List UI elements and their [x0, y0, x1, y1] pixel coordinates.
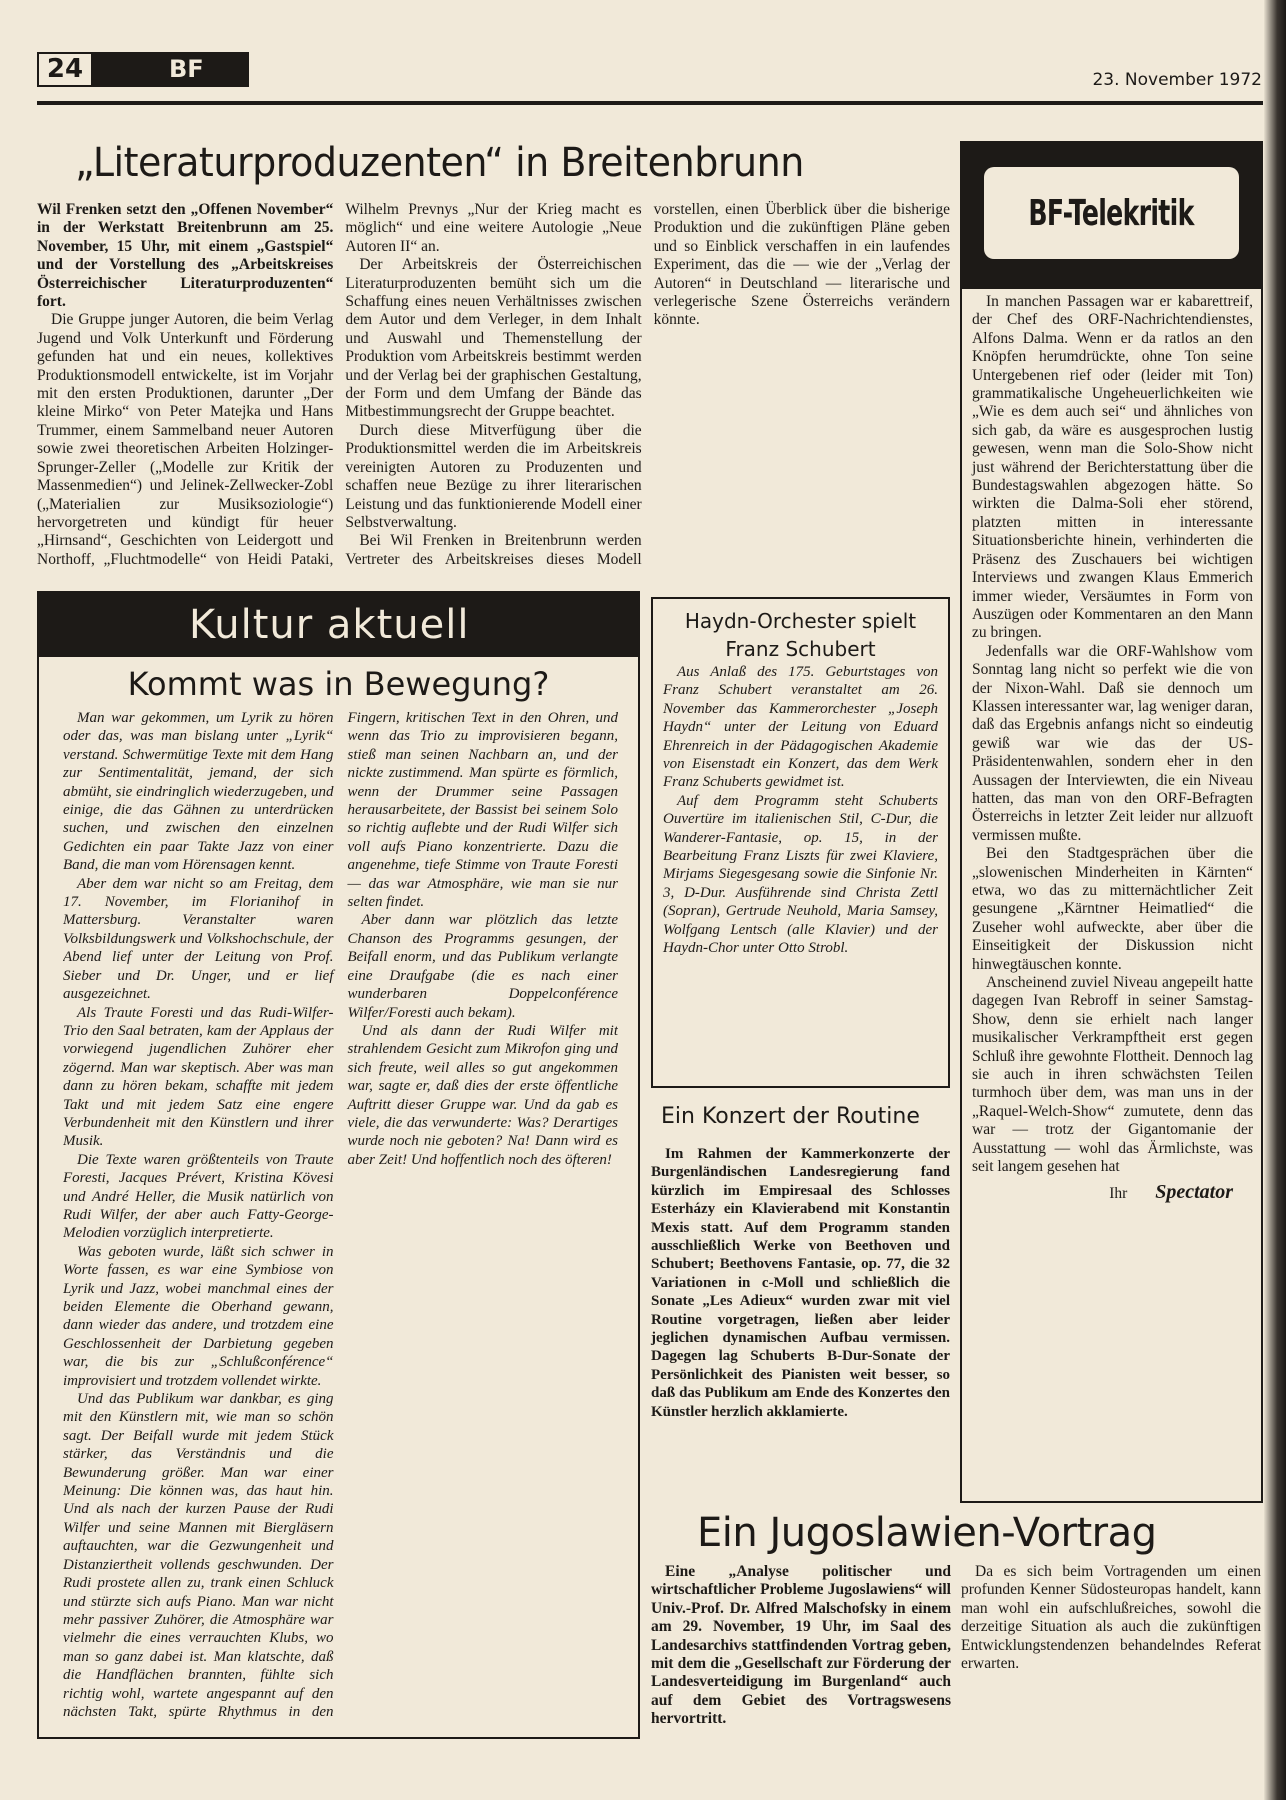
- paragraph: In manchen Passagen war er kabarettreif, der Chef des ORF-Nachrichtendienstes, Alfons Dalma. Wenn er da ratlos an den Knöpfen herumdrückte, ohne Ton seine Untergebenen rief oder (leider mit Ton) grammatikalische Ungeheuerlichkeiten wie „Wie es dem auch sei“ und ähnliches von sich gab, da wäre es ausgesprochen lustig gewesen, wenn man die Solo-Show nicht just während der Berichterstattung über die Bundestagswahlen abgezogen hätte. So wirkten die Dalma-Soli eher störend, platzten mitten in interessante Situationsberichte hinein, verhinderten die Präsenz des Zuschauers bei wichtigen Interviews und zwangen Klaus Emmerich immer wieder, Versäumtes in Form von Auszügen oder Kommentaren an den Mann zu bringen.: [972, 293, 1253, 642]
- page-number: 24: [39, 54, 91, 85]
- haydn-body: [663, 663, 938, 958]
- article-lead: Wil Frenken setzt den „Offenen November“ in der Werkstatt Breitenbrunn am 25. November, 15 Uhr, mit einem „Gastspiel“ und der Vorstellung des „Arbeitskreises Österreichischer Literaturproduzenten“ fort.: [37, 201, 334, 311]
- kultur-aktuell-box: [37, 591, 640, 1739]
- signature: [972, 1180, 1253, 1203]
- paragraph: Auf dem Programm steht Schuberts Ouvertüre im italienischen Stil, C-Dur, die Wanderer-Fantasie, op. 15, in der Bearbeitung Franz Liszts für zwei Klaviere, Mirjams Siegesgesang sowie die Sinfonie Nr. 3, D-Dur. Ausführende sind Christa Zettl (Sopran), Gertrude Neuhold, Maria Samsey, Wolfgang Lentsch (alle Klavier) und der Haydn-Chor unter Otto Strobl.: [663, 792, 938, 957]
- paragraph: Der Arbeitskreis der Österreichischen Literaturproduzenten bemüht sich um die Schaffung eines neuen Verhältnisses zwischen dem Autor und dem Verleger, in dem Inhalt und Auswahl und Themenstellung der Produktion vom Arbeitskreis bestimmt werden und der Verlag bei der graphischen Gestaltung, der Form und dem Umfang der Bände das Mitbestimmungsrecht der Gruppe beachtet.: [345, 256, 642, 421]
- kultur-headline: Kommt was in Bewegung?: [127, 665, 550, 703]
- haydn-box: [651, 597, 950, 1088]
- paragraph: Aus Anlaß des 175. Geburtstages von Franz Schubert veranstaltet am 26. November das Kammerorchester „Joseph Haydn“ unter der Leitung von Eduard Ehrenreich in der Pädagogischen Akademie von Eisenstadt ein Konzert, das dem Werk Franz Schuberts gewidmet ist.: [663, 664, 938, 791]
- paragraph: Was geboten wurde, läßt sich schwer in Worte fassen, es war eine Symbiose von Lyrik und Jazz, wobei manchmal eines der beiden Elemente die Oberhand gewann, dann wieder das andere, und trotzdem eine Geschlossenheit der Darbietung gegeben war, die bis zur „Schlußconférence“ improvisiert und trotzdem vollendet wirkte.: [63, 1243, 334, 1389]
- kultur-banner-title: Kultur aktuell: [189, 602, 470, 648]
- paragraph: Da es sich beim Vortragenden um einen profunden Kenner Südosteuropas handelt, kann man wohl ein aufschlußreiches, sowohl die derzeitige Situation als auch die zukünftigen Entwicklungstendenzen behandelndes Referat erwarten.: [961, 1563, 1261, 1673]
- kultur-banner: [39, 593, 638, 657]
- paragraph: Bei Wil Frenken in Breitenbrunn werden Vertreter des Arbeitskreises dieses Modell vorstellen, einen Überblick über die bisherige Produktion und die zukünftigen Pläne geben und so Einblick verschaffen in ein laufendes Experiment, das die — wie der „Verlag der Autoren“ in Deutschland — literarische und verlegerische Szene Österreichs verändern könnte.: [345, 201, 950, 568]
- paragraph: Aber dem war nicht so am Freitag, dem 17. November, im Florianihof in Mattersburg. Veranstalter waren Volksbildungswerk und Volkshochschule, der Abend lief unter der Leitung von Prof. Sieber und Dr. Unger, und er lief ausgezeichnet.: [63, 875, 334, 1003]
- routine-headline: Ein Konzert der Routine: [661, 1104, 920, 1129]
- jugoslawien-headline: Ein Jugoslawien-Vortrag: [697, 1510, 1157, 1556]
- paragraph: Anscheinend zuviel Niveau angepeilt hatte dagegen Ivan Rebroff in seiner Samstag-Show, denn sie erhielt nach langer musikalischer Verkrampftheit erst gegen Schluß ihre gewohnte Flottheit. Dennoch lag sie auch in ihren schwächsten Teilen turmhoch über dem, was man uns in der „Raquel-Welch-Show“ zumutete, denn das war — trotz der Gigantomanie der Ausstattung — wohl das Ärmlichste, was seit langem gesehen hat: [972, 974, 1253, 1176]
- telekritik-title: BF-Telekritik: [1028, 192, 1195, 234]
- paragraph: Durch diese Mitverfügung über die Produktionsmittel werden die im Arbeitskreis vereinigten Autoren zu Produzenten und schaffen neue Bezüge zu ihrer literarischen Leistung und das funktionierende Modell einer Selbstverwaltung.: [345, 421, 642, 531]
- paragraph: Und als dann der Rudi Wilfer mit strahlendem Gesicht zum Mikrofon ging und sich freute, weil alles so gut angekommen war, sagte er, daß dies der erste öffentliche Auftritt dieser Gruppe war. Und da gab es viele, die das verwunderte: Was? Derartiges wurde noch nie geboten? Na! Dann wird es aber Zeit! Und hoffentlich noch des öfteren!: [347, 1022, 618, 1168]
- paragraph: Im Rahmen der Kammerkonzerte der Burgenländischen Landesregierung fand kürzlich im Empiresaal des Schlosses Esterházy ein Klavierabend mit Konstantin Mexis statt. Auf dem Programm standen ausschließlich Werke von Beethoven und Schubert; Beethovens Fantasie, op. 77, die 32 Variationen in c-Moll und schließlich die Sonate „Les Adieux“ wurden zwar mit viel Routine vorgetragen, ließen aber leider jeglichen dynamischen Aufbau vermissen. Dagegen lag Schuberts B-Dur-Sonate der Persönlichkeit des Pianisten weit besser, so daß das Publikum am Ende des Konzertes den Künstler herzlich akklamierte.: [651, 1146, 950, 1420]
- paragraph: Man war gekommen, um Lyrik zu hören oder das, was man bislang unter „Lyrik“ verstand. Schwermütige Texte mit dem Hang zur Sentimentalität, jemand, der sich abmüht, sie eindringlich wiederzugeben, und einige, die das Gähnen zu unterdrücken suchen, und zwischen den einzelnen Gedichten ein paar Takte Jazz von einer Band, die man vom Hörensagen kennt.: [63, 710, 334, 874]
- section-label: BF: [169, 55, 204, 83]
- signature-prefix: Ihr: [1109, 1184, 1128, 1202]
- haydn-title: [663, 607, 938, 663]
- paragraph: Aber dann war plötzlich das letzte Chanson des Programms gesungen, der Beifall enorm, und das Publikum verlangte eine Draufgabe (die es nach einer wunderbaren Doppelconférence Wilfer/Foresti auch bekam).: [347, 912, 618, 1021]
- headline-literaturproduzenten: „Literaturproduzenten“ in Breitenbrunn: [75, 140, 804, 186]
- signature-name: Spectator: [1155, 1180, 1233, 1203]
- page-header-box: [37, 52, 249, 87]
- kultur-body: [63, 709, 618, 1733]
- telekritik-column: [960, 141, 1263, 1503]
- header-rule: [37, 101, 1263, 105]
- paragraph: Bei den Stadtgesprächen über die „slowenischen Minderheiten in Kärnten“ etwa, wo das zu mitternächtlicher Zeit gesungene „Kärntner Heimatlied“ die Zuseher wohl aufweckte, aber über die Einseitigkeit der Diskussion nicht hinwegtäuschen konnte.: [972, 845, 1253, 973]
- paragraph: Als Traute Foresti und das Rudi-Wilfer-Trio den Saal betraten, kam der Applaus der vorwiegend jugendlichen Zuhörer eher zögernd. Man war skeptisch. Aber was man dann zu hören bekam, schaffte mit jedem Takt und mit jedem Satz eine engere Verbundenheit mit den Künstlern und ihrer Musik.: [63, 1004, 334, 1150]
- paragraph: Und das Publikum war dankbar, es ging mit den Künstlern mit, wie man so schön sagt. Der Beifall wurde mit jedem Stück stärker, das Verständnis und die Bewunderung größer. Man war einer Meinung: Die können was, das haut hin. Und als nach der kurzen Pause der Rudi Wilfer und seine Mannen mit Biergläsern auftauchten, war die Gezwungenheit und Distanziertheit vollends geschwunden. Der Rudi prostete allen zu, trank einen Schluck und stürzte sich aufs Piano. Man war nicht mehr passiver Zuhörer, die Atmosphäre war vielmehr die eines verrauchten Klubs, wo man so ganz dabei ist. Man klatschte, daß die Handflächen brannten, fühlte sich richtig wohl, wartete angespannt auf den nächsten Takt, spürte Rhythmus in den Fingern, kritischen Text in den Ohren, und wenn das Trio zu improvisieren begann, stieß man seinen Nachbarn an, und der nickte zustimmend. Man spürte es förmlich, wenn der Drummer seine Passagen herausarbeitete, der Bassist bei seinem Solo so richtig auflebte und der Rudi Wilfer sich voll aufs Piano konzentrierte. Dazu die angenehme, tiefe Stimme von Traute Foresti — das war Atmosphäre, wie man sie nur selten findet.: [63, 710, 618, 1720]
- routine-body: [651, 1145, 950, 1421]
- paragraph: Eine „Analyse politischer und wirtschaftlicher Probleme Jugoslawiens“ will Univ.-Prof. Dr. Alfred Malschofsky in einem am 29. November, 19 Uhr, im Saal des Landesarchivs stattfindenden Vortrag geben, mit dem die „Gesellschaft zur Förderung der Landesverteidigung im Burgenland“ auch auf dem Gebiet des Vortragswesens hervortritt.: [651, 1563, 951, 1728]
- paragraph: Die Gruppe junger Autoren, die beim Verlag Jugend und Volk Unterkunft und Förderung gefunden hat und ein neues, kollektives Produktionsmodell entwickelte, ist im Vorjahr mit den ersten Produktionen, darunter „Der kleine Mirko“ von Peter Matejka und Hans Trummer, einem Sammelband neuer Autoren sowie zwei theoretischen Arbeiten Holzinger-Sprunger-Zeller („Modelle zur Kritik der Massenmedien“) und Jelinek-Zellwecker-Zobl („Materialien zur Musiksoziologie“) hervorgetreten und kündigt für heuer „Hirnsand“, Geschichten von Leidergott und Northoff, „Fluchtmodelle“ von Heidi Pataki, Wilhelm Prevnys „Nur der Krieg macht es möglich“ und eine weitere Autologie „Neue Autoren II“ an.: [37, 201, 642, 568]
- haydn-title-line2: Franz Schubert: [725, 637, 876, 661]
- telekritik-banner: [962, 143, 1261, 289]
- page-edge-shadow: [1264, 0, 1286, 1800]
- telekritik-body: [962, 289, 1261, 1203]
- haydn-title-line1: Haydn-Orchester spielt: [684, 609, 917, 633]
- issue-date: 23. November 1972: [1092, 70, 1262, 90]
- paragraph: Jedenfalls war die ORF-Wahlshow vom Sonntag lang nicht so perfekt wie die von der Nixon-Wahl. Daß sie dennoch um Klassen interessanter war, lag weniger daran, daß das Ergebnis anfangs nicht so eindeutig gewiß war wie das der US-Präsidentenwahlen, sondern eher in den Aussagen der Interviewten, die ein Niveau hatten, das man von den ORF-Befragten Österreichs in letzter Zeit leider nur allzuoft vermissen mußte.: [972, 642, 1253, 844]
- paragraph: Die Texte waren größtenteils von Traute Foresti, Jacques Prévert, Kristina Kövesi und André Heller, die Musik natürlich von Rudi Wilfer, der aber auch Fatty-George-Melodien vorzüglich interpretierte.: [63, 1151, 334, 1242]
- article-literatur-body: [37, 201, 950, 577]
- jugoslawien-body: [651, 1563, 1261, 1743]
